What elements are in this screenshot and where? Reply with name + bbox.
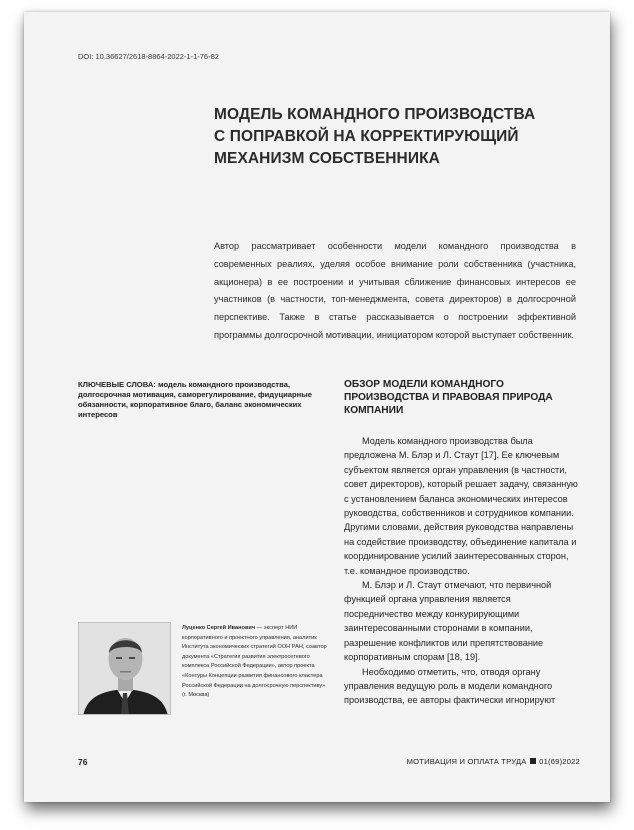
journal-issue: 01(69)2022	[539, 757, 580, 766]
square-separator-icon	[530, 758, 536, 764]
body-paragraph: Модель командного производства была предложена М. Блэр и Л. Стаут [17]. Ее ключевым субъектом является орган управления (в частности, совет директоров), который решает задачу, связанную с установлением баланса экономических интересов руководства, собственников и сотрудников компании. Другими словами, действия руководства направлены на содействие производству, объединение капитала и координирование усилий заинтересованных сторон, т.е. командное производство.	[344, 436, 578, 576]
journal-name: МОТИВАЦИЯ И ОПЛАТА ТРУДА	[406, 757, 527, 766]
author-info	[182, 624, 330, 701]
section-heading: ОБЗОР МОДЕЛИ КОМАНДНОГО ПРОИЗВОДСТВА И ПРАВОВАЯ ПРИРОДА КОМПАНИИ	[344, 379, 553, 416]
page-number: 76	[78, 757, 88, 767]
keywords-block: КЛЮЧЕВЫЕ СЛОВА: модель командного производства, долгосрочная мотивация, саморегулирование, фидуциарные обязанности, корпоративное благо, баланс экономических интересов	[78, 380, 312, 419]
body-paragraph: М. Блэр и Л. Стаут отмечают, что первичной функцией органа управления является посредничество между конкурирующими заинтересованными сторонами в компании, разрешение конфликтов или препятствование корпоративным спорам [18, 19].	[344, 580, 552, 663]
article-title	[214, 104, 584, 170]
author-name: Луценко Сергей Иванович	[182, 625, 256, 631]
title-line: МЕХАНИЗМ СОБСТВЕННИКА	[214, 150, 440, 167]
author-portrait-icon	[79, 623, 171, 715]
article-body	[344, 434, 578, 708]
journal-footer	[407, 757, 580, 766]
author-bio: — эксперт НИИ корпоративного и проектного управления, аналитик Института экономических стратегий ООН РАН, соавтор документа «Стратегия развития электросетевого комплекса Российской Федерации», автор проекта «Контуры Концепции развития финансового кластера Российской Федерации на долгосрочную перспективу» (г. Москва)	[182, 625, 327, 699]
body-paragraph: Необходимо отметить, что, отводя органу управления ведущую роль в модели командного производства, ее авторы фактически игнорируют	[344, 666, 556, 706]
article-abstract: Автор рассматривает особенности модели командного производства в современных реалиях, уделяя особое внимание роли собственника (участника, акционера) в ее построении и учитывая сближение финансовых интересов ее участников (в частности, топ-менеджмента, совета директоров) в долгосрочной перспективе. Также в статье рассказывается о построении эффективной программы долгосрочной мотивации, инициатором которой выступает собственник.	[214, 241, 576, 340]
doi-label: DOI: 10.36627/2618-8864-2022-1-1-76-82	[78, 52, 219, 61]
title-line: МОДЕЛЬ КОМАНДНОГО ПРОИЗВОДСТВА	[214, 106, 536, 123]
journal-page	[24, 12, 610, 802]
title-line: С ПОПРАВКОЙ НА КОРРЕКТИРУЮЩИЙ	[214, 128, 519, 145]
author-photo	[78, 622, 171, 715]
